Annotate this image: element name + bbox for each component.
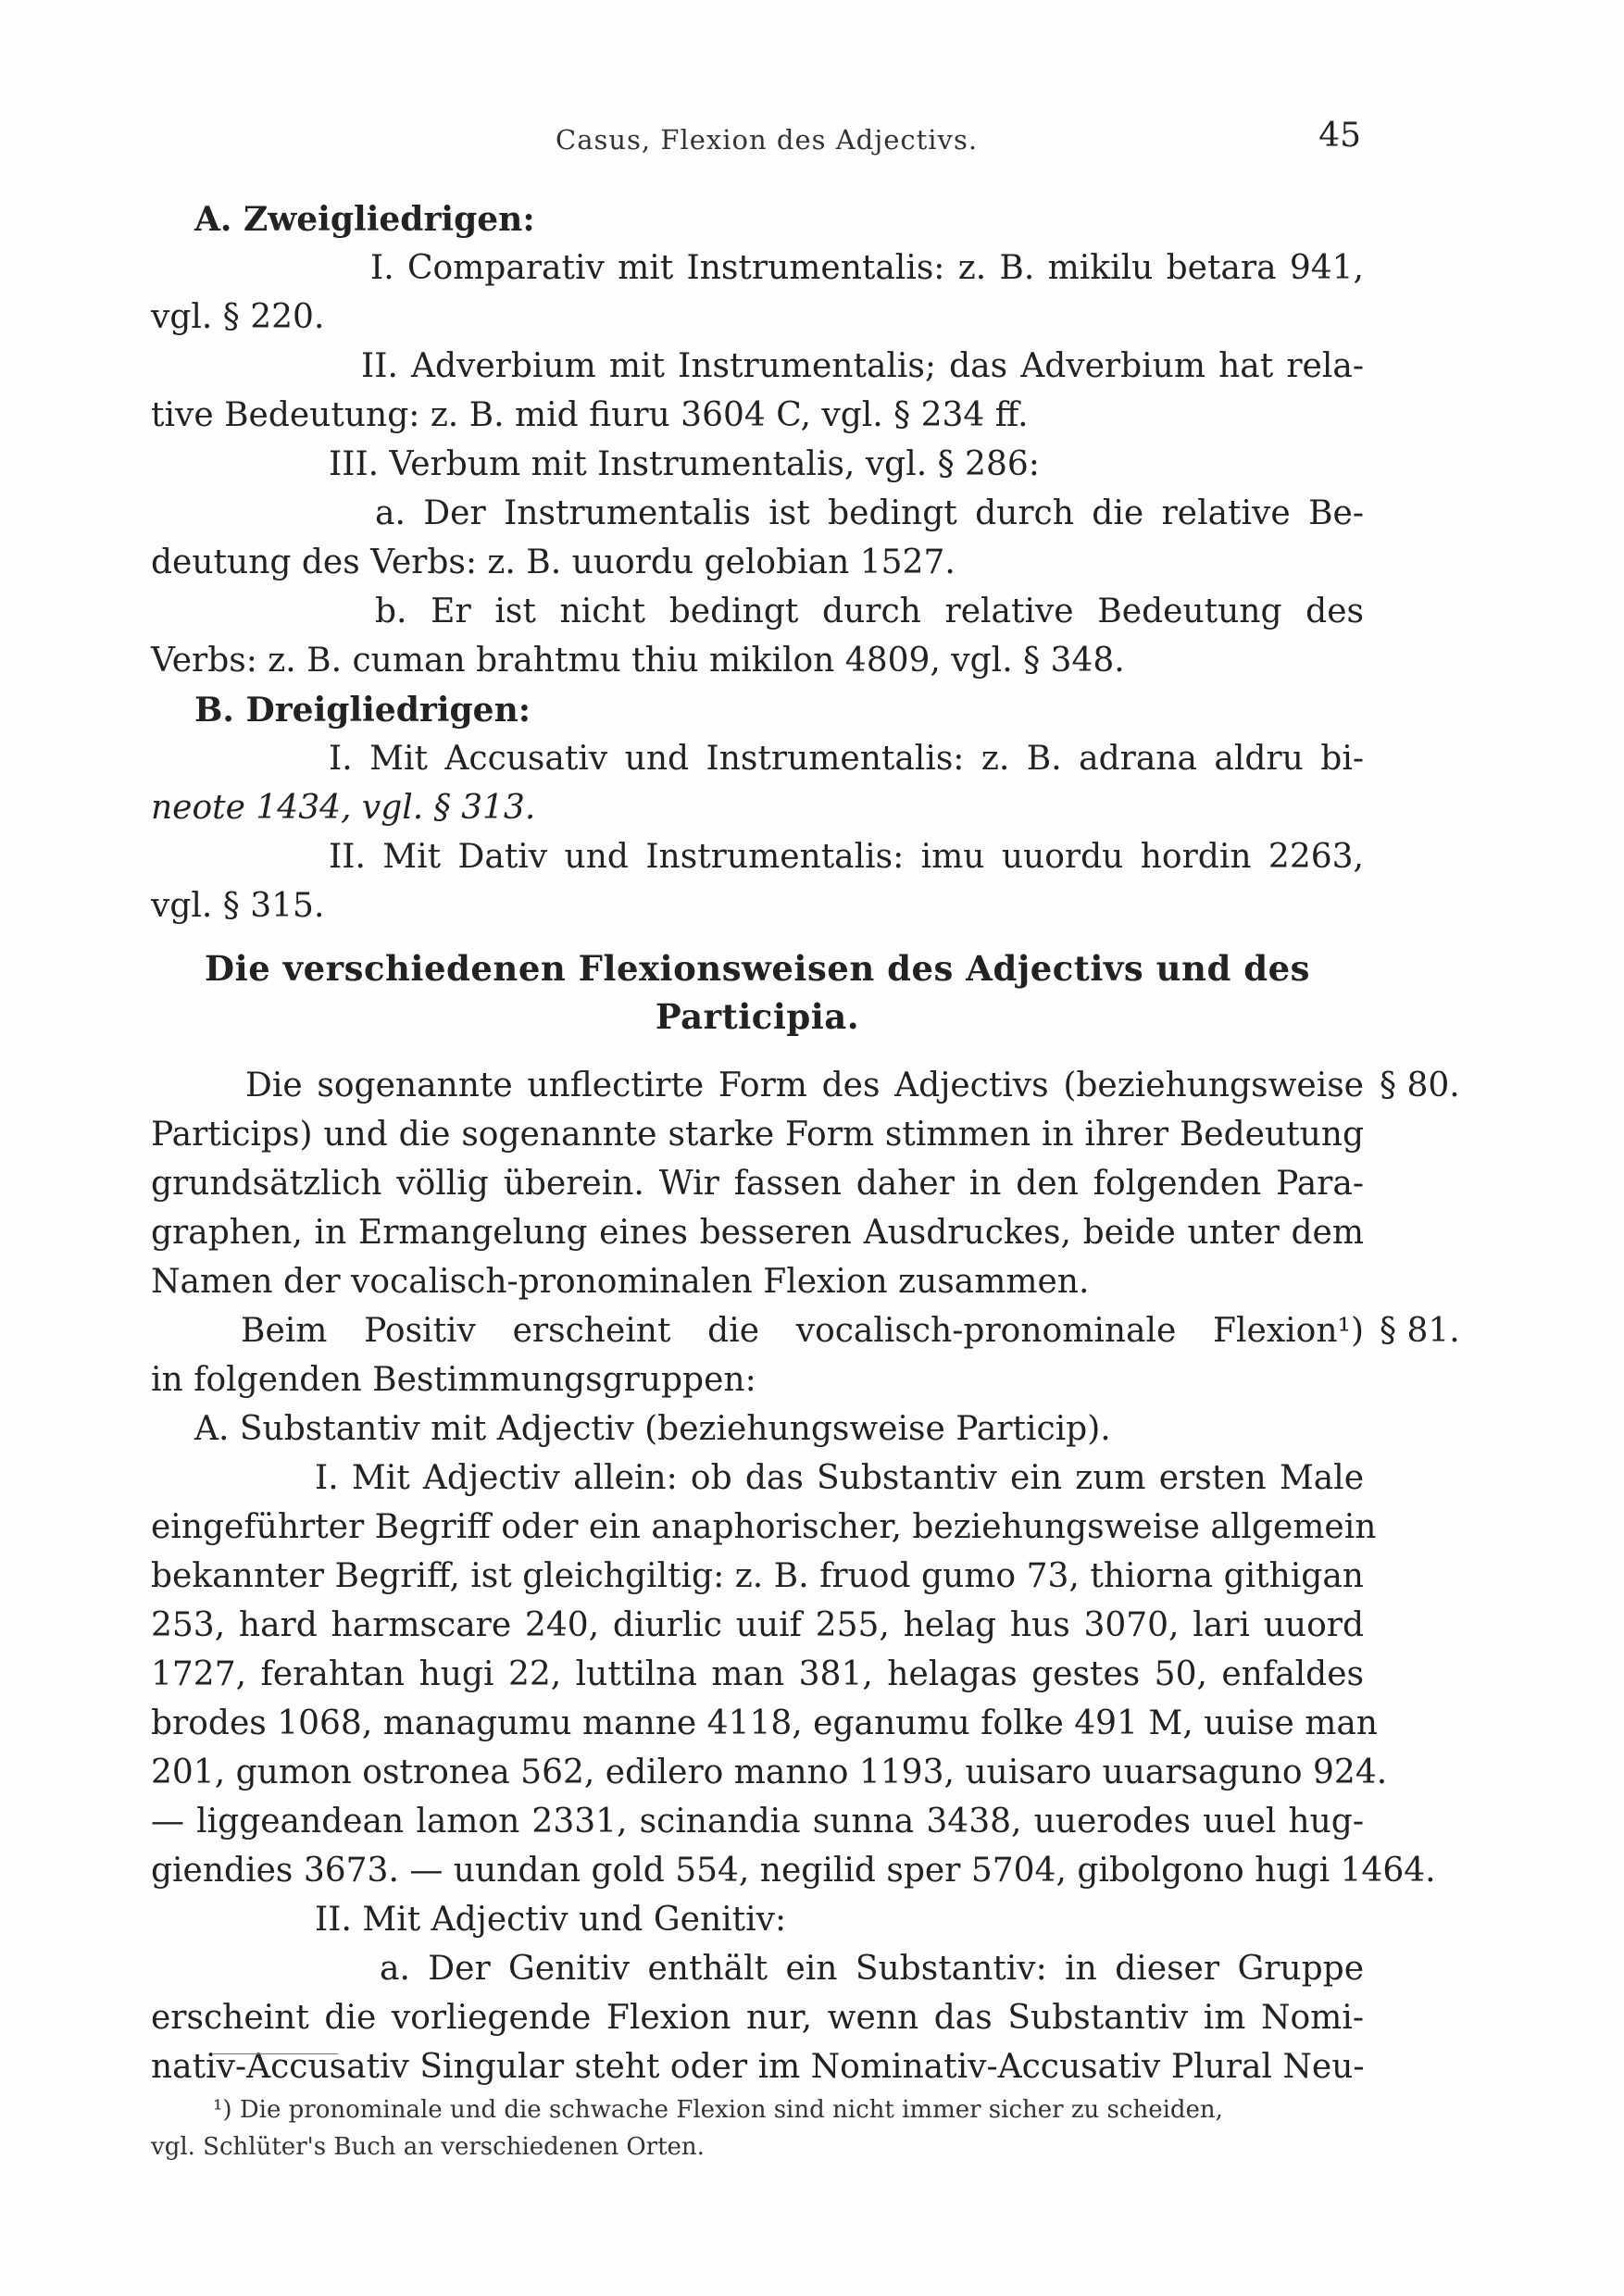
text-line: — liggeandean lamon 2331, scinandia sunna 3438, uuerodes uuel hug- [151,1803,1364,1841]
text-line: 253, hard harmscare 240, diurlic uuif 255, helag hus 3070, lari uuord [151,1606,1364,1644]
header-title: Casus, Flexion des Adjectivs. [556,124,979,156]
text-line: vgl. § 315. [151,887,325,925]
page-number: 45 [1318,117,1361,155]
text-line: a. Der Genitiv enthält ein Substantiv: in dieser Gruppe [380,1950,1364,1988]
section-marker: § 81. [1380,1312,1460,1350]
footnote-rule [213,2053,338,2054]
text-line: A. Substantiv mit Adjectiv (beziehungsweise Particip). [194,1410,1111,1448]
text-line: I. Comparativ mit Instrumentalis: z. B. mikilu betara 941, [370,249,1364,287]
text-line: Namen der vocalisch-pronominalen Flexion zusammen. [151,1263,1090,1301]
text-line: Die sogenannte unflectirte Form des Adjectivs (beziehungsweise [245,1067,1364,1104]
text-line: I. Mit Adjectiv allein: ob das Substantiv ein zum ersten Male [315,1459,1364,1497]
text-line: Particips) und die sogenannte starke Form stimmen in ihrer Bedeutung [151,1116,1364,1154]
running-header [148,117,1361,163]
text-line: grundsätzlich völlig überein. Wir fassen daher in den folgenden Para- [151,1165,1364,1203]
text-line: eingeführter Begriff oder ein anaphorischer, beziehungsweise allgemein [151,1508,1377,1546]
text-line: graphen, in Ermangelung eines besseren Ausdruckes, beide unter dem [151,1214,1364,1252]
text-line: B. Dreigliedrigen: [194,691,531,730]
text-line: A. Zweigliedrigen: [194,200,535,239]
text-line: deutung des Verbs: z. B. uuordu gelobian 1527. [151,543,956,581]
text-line: II. Adverbium mit Instrumentalis; das Adverbium hat rela- [361,347,1364,385]
text-line: Beim Positiv erscheint die vocalisch-pronominale Flexion¹) [241,1312,1364,1350]
text-line: 201, gumon ostronea 562, edilero manno 1193, uuisaro uuarsaguno 924. [151,1753,1388,1791]
text-line: tive Bedeutung: z. B. mid fiuru 3604 C, vgl. § 234 ff. [151,396,1029,434]
text-line: a. Der Instrumentalis ist bedingt durch die relative Be- [375,494,1364,532]
text-line: vgl. § 220. [151,298,325,336]
text-line: I. Mit Accusativ und Instrumentalis: z. B. adrana aldru bi- [329,740,1364,778]
text-line: III. Verbum mit Instrumentalis, vgl. § 286: [329,445,1040,483]
text-line: II. Mit Adjectiv und Genitiv: [315,1901,787,1939]
text-line: II. Mit Dativ und Instrumentalis: imu uuordu hordin 2263, [329,838,1364,876]
text-line: giendies 3673. — uundan gold 554, negilid sper 5704, gibolgono hugi 1464. [151,1852,1436,1890]
text-line: b. Er ist nicht bedingt durch relative Bedeutung des [375,593,1364,630]
text-line: neote 1434, vgl. § 313. [151,789,536,827]
text-line: Verbs: z. B. cuman brahtmu thiu mikilon 4809, vgl. § 348. [151,642,1125,680]
text-line: 1727, ferahtan hugi 22, luttilna man 381, helagas gestes 50, enfaldes [151,1655,1364,1693]
footnote-line: vgl. Schlüter's Buch an verschiedenen Orten. [151,2133,705,2161]
section-marker: § 80. [1380,1067,1460,1104]
footnote-line: ¹) Die pronominale und die schwache Flexion sind nicht immer sicher zu scheiden, [213,2096,1223,2124]
text-line: bekannter Begriff, ist gleichgiltig: z. B. fruod gumo 73, thiorna githigan [151,1557,1364,1595]
text-line: nativ-Accusativ Singular steht oder im Nominativ-Accusativ Plural Neu- [151,2048,1365,2086]
section-heading-line2: Participia. [655,996,860,1037]
text-line: brodes 1068, managumu manne 4118, eganumu folke 491 M, uuise man [151,1704,1378,1742]
text-line: in folgenden Bestimmungsgruppen: [151,1361,756,1399]
section-heading-line1: Die verschiedenen Flexionsweisen des Adjectivs und des [205,948,1310,989]
text-line: erscheint die vorliegende Flexion nur, wenn das Substantiv im Nomi- [151,1999,1364,2037]
